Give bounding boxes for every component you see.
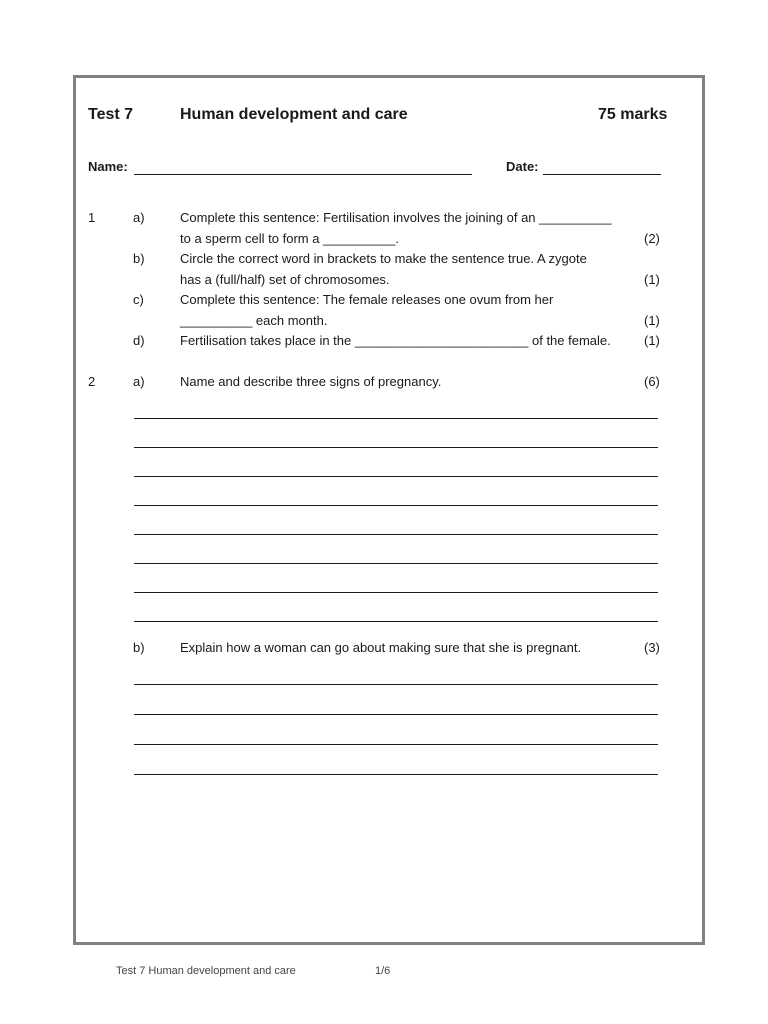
answer-line[interactable] [134,744,658,745]
answer-line[interactable] [134,447,658,448]
test-label: Test 7 [88,106,134,123]
answer-line[interactable] [134,621,658,622]
answer-line[interactable] [134,563,658,564]
question-2-number: 2 [88,374,96,389]
q2b-letter: b) [133,640,145,655]
page-title: Human development and care [180,106,408,123]
answer-line[interactable] [134,684,658,685]
name-label: Name: [88,159,128,174]
answer-line[interactable] [134,592,658,593]
q2b-text: Explain how a woman can go about making sure that she is pregnant. [180,640,582,655]
footer-page-number: 1/6 [375,965,391,977]
q1d-text-line1: Fertilisation takes place in the ________________________ of the female. [180,333,611,348]
q1c-letter: c) [133,292,144,307]
q1a-text-line1: Complete this sentence: Fertilisation involves the joining of an __________ [180,210,612,225]
answer-line[interactable] [134,774,658,775]
answer-line[interactable] [134,534,658,535]
answer-line[interactable] [134,714,658,715]
q1b-marks: (1) [644,272,660,287]
footer-title: Test 7 Human development and care [116,965,296,977]
page-frame [73,75,705,945]
q2b-marks: (3) [644,640,660,655]
question-1-number: 1 [88,210,96,225]
date-label: Date: [506,159,539,174]
q1c-marks: (1) [644,313,660,328]
q2a-letter: a) [133,374,145,389]
q2a-text: Name and describe three signs of pregnancy. [180,374,442,389]
answer-line[interactable] [134,476,658,477]
q1a-text-line2: to a sperm cell to form a __________. [180,231,399,246]
date-field-line[interactable] [543,174,661,175]
answer-line[interactable] [134,418,658,419]
q1c-text-line1: Complete this sentence: The female releases one ovum from her [180,292,554,307]
q1d-marks: (1) [644,333,660,348]
q1a-marks: (2) [644,231,660,246]
q1c-text-line2: __________ each month. [180,313,328,328]
q2a-marks: (6) [644,374,660,389]
q1b-text-line1: Circle the correct word in brackets to make the sentence true. A zygote [180,251,587,266]
name-field-line[interactable] [134,174,472,175]
q1a-letter: a) [133,210,145,225]
q1b-text-line2: has a (full/half) set of chromosomes. [180,272,390,287]
q1b-letter: b) [133,251,145,266]
q1d-letter: d) [133,333,145,348]
total-marks: 75 marks [598,106,668,123]
answer-line[interactable] [134,505,658,506]
